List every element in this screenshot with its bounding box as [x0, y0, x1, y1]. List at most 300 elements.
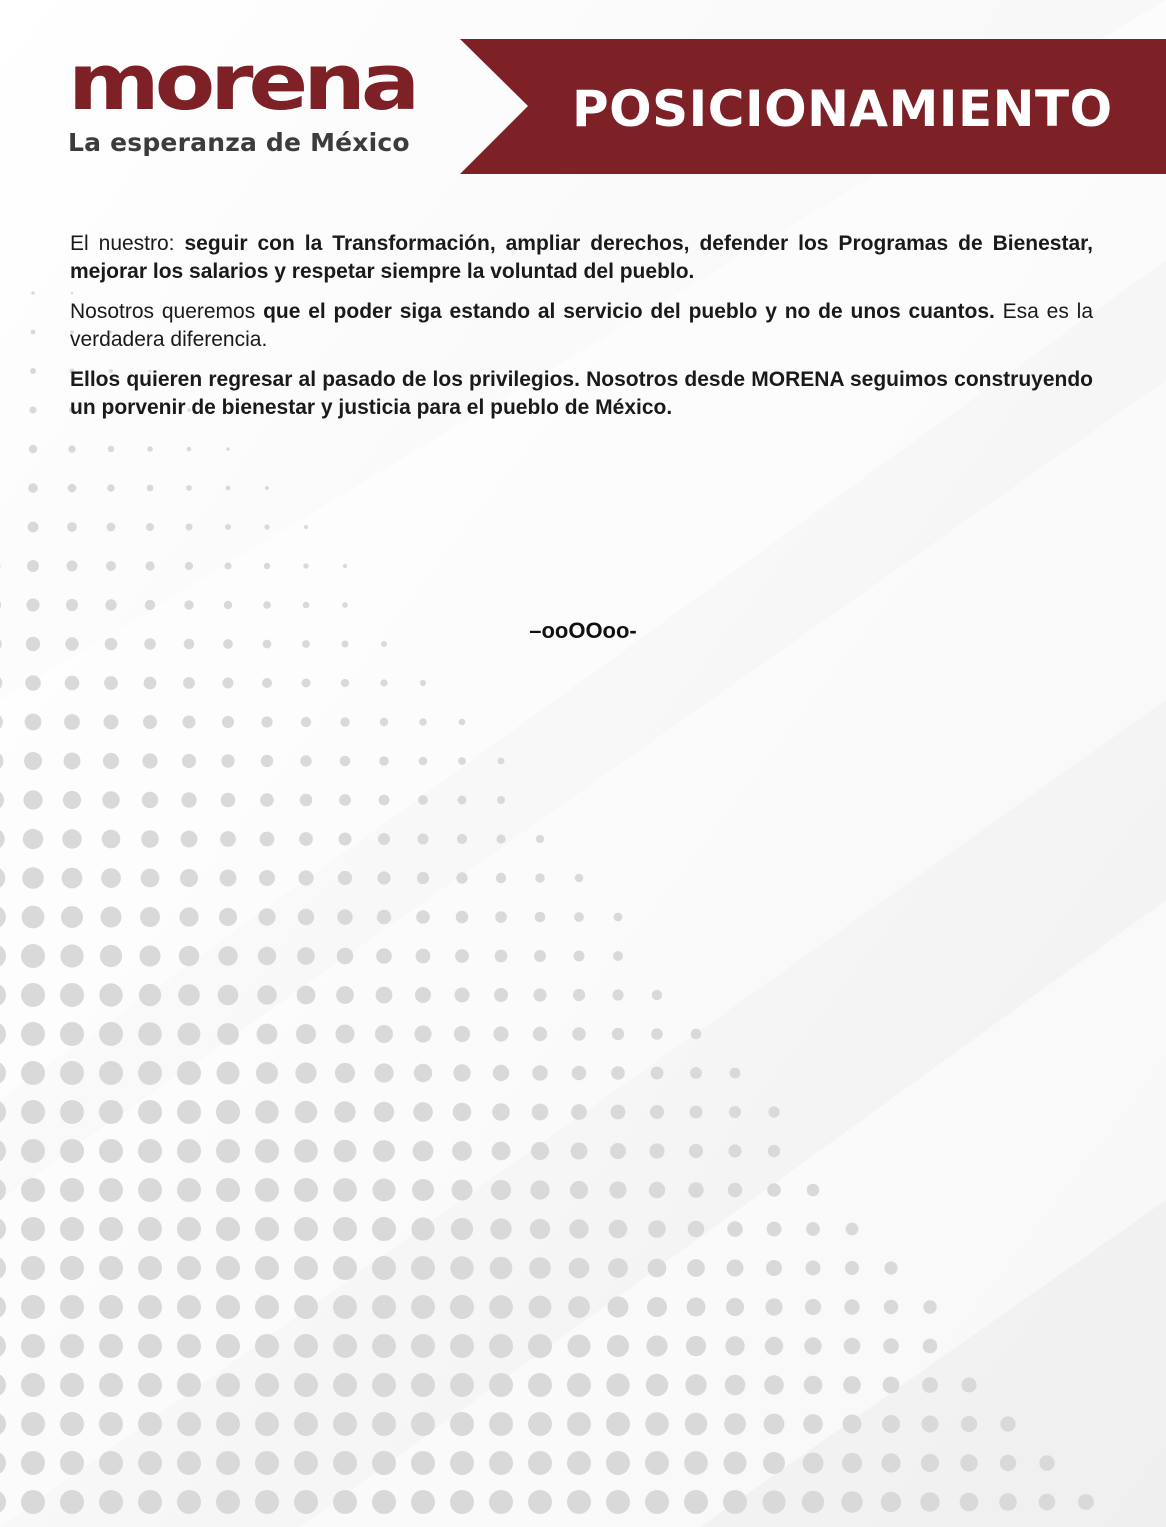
halftone-dot — [687, 1259, 705, 1277]
halftone-dot — [255, 1451, 279, 1475]
halftone-dot — [1039, 1494, 1056, 1511]
halftone-dot — [881, 1453, 900, 1472]
halftone-dot — [606, 1412, 630, 1436]
halftone-dot — [294, 1334, 318, 1358]
halftone-dot — [456, 911, 469, 924]
halftone-dot — [922, 1377, 938, 1393]
halftone-dot — [178, 984, 200, 1006]
halftone-dot — [457, 834, 467, 844]
halftone-dot — [216, 1490, 240, 1514]
halftone-dot — [882, 1415, 900, 1433]
halftone-dot — [567, 1451, 591, 1475]
halftone-dot — [105, 599, 116, 610]
halftone-dot — [453, 1103, 472, 1122]
halftone-dot — [257, 1024, 278, 1045]
halftone-dot — [333, 1451, 357, 1475]
document-body — [70, 230, 1093, 434]
halftone-dot — [226, 447, 230, 451]
halftone-dot — [138, 1217, 162, 1241]
halftone-dot — [920, 1492, 939, 1511]
halftone-dot — [177, 1412, 201, 1436]
halftone-dot — [60, 1256, 84, 1280]
halftone-dot — [333, 1178, 357, 1202]
halftone-dot — [1078, 1494, 1094, 1510]
halftone-dot — [495, 950, 508, 963]
halftone-dot — [99, 1178, 123, 1202]
halftone-dot — [378, 833, 390, 845]
halftone-dot — [411, 1334, 435, 1358]
halftone-dot — [650, 1105, 664, 1119]
halftone-dot — [533, 988, 546, 1001]
halftone-dot — [138, 1139, 162, 1163]
halftone-dot — [183, 677, 195, 689]
halftone-dot — [411, 1373, 435, 1397]
banner-title: POSICIONAMIENTO — [572, 80, 1113, 138]
p1-bold: seguir con la Transformación, ampliar derechos, defender los Programas de Bienestar, mejorar los salarios y respetar siempre la voluntad del pueblo. — [70, 232, 1093, 283]
halftone-dot — [99, 1022, 123, 1046]
halftone-dot — [764, 1375, 784, 1395]
halftone-dot — [258, 947, 276, 965]
halftone-dot — [255, 1490, 279, 1514]
halftone-dot — [141, 830, 159, 848]
halftone-dot — [226, 486, 231, 491]
halftone-dot — [727, 1221, 743, 1237]
halftone-dot — [528, 1412, 552, 1436]
halftone-dot — [67, 522, 77, 532]
halftone-dot — [846, 1223, 859, 1236]
halftone-dot — [295, 1062, 316, 1083]
halftone-dot — [1000, 1455, 1016, 1471]
p2-bold: que el poder siga estando al servicio del pueblo y no de unos cuantos. — [263, 300, 995, 323]
halftone-dot — [106, 561, 116, 571]
halftone-dot — [528, 1334, 552, 1358]
halftone-dot — [25, 675, 41, 691]
halftone-dot — [606, 1490, 630, 1514]
halftone-dot — [450, 1490, 474, 1514]
halftone-dot — [648, 1220, 666, 1238]
halftone-dot — [609, 1181, 626, 1198]
halftone-dot — [177, 1451, 201, 1475]
halftone-dot — [107, 484, 115, 492]
halftone-dot — [684, 1490, 708, 1514]
halftone-dot — [452, 1180, 473, 1201]
halftone-dot — [224, 562, 231, 569]
halftone-dot — [216, 1217, 240, 1241]
halftone-dot — [21, 1256, 45, 1280]
halftone-dot — [108, 446, 114, 452]
halftone-dot — [884, 1300, 898, 1314]
halftone-dot — [492, 1103, 510, 1121]
halftone-dot — [99, 1139, 123, 1163]
halftone-dot — [138, 1451, 162, 1475]
halftone-dot — [725, 1336, 744, 1355]
halftone-dot — [493, 1065, 509, 1081]
halftone-dot — [68, 445, 75, 452]
halftone-dot — [294, 1490, 318, 1514]
halftone-dot — [531, 1142, 549, 1160]
halftone-dot — [183, 716, 196, 729]
halftone-dot — [492, 1142, 511, 1161]
halftone-dot — [295, 1101, 317, 1123]
halftone-dot — [455, 988, 470, 1003]
halftone-dot — [767, 1222, 782, 1237]
halftone-dot — [450, 1295, 474, 1319]
p3-bold: Ellos quieren regresar al pasado de los privilegios. Nosotros desde MORENA seguimos construyendo un porvenir de bienestar y justicia para el pueblo de México. — [70, 368, 1093, 419]
halftone-dot — [99, 1334, 123, 1358]
halftone-dot — [375, 1025, 393, 1043]
morena-logo — [68, 36, 416, 157]
halftone-dot — [145, 561, 154, 570]
halftone-dot — [101, 907, 122, 928]
halftone-dot — [102, 830, 121, 849]
halftone-dot — [419, 757, 428, 766]
halftone-dot — [459, 719, 466, 726]
halftone-dot — [99, 1256, 123, 1280]
halftone-dot — [21, 1100, 45, 1124]
halftone-dot — [99, 1490, 123, 1514]
halftone-dot — [28, 522, 39, 533]
halftone-dot — [21, 1451, 45, 1475]
halftone-dot — [333, 1217, 357, 1241]
halftone-dot — [60, 1061, 84, 1085]
halftone-dot — [567, 1373, 591, 1397]
halftone-dot — [922, 1416, 939, 1433]
halftone-dot — [255, 1256, 279, 1280]
halftone-dot — [572, 1027, 585, 1040]
halftone-dot — [567, 1490, 591, 1514]
halftone-dot — [496, 873, 506, 883]
halftone-dot — [884, 1261, 897, 1274]
halftone-dot — [374, 1063, 393, 1082]
halftone-dot — [413, 1102, 433, 1122]
halftone-dot — [768, 1145, 780, 1157]
halftone-dot — [99, 1217, 123, 1241]
halftone-dot — [142, 753, 157, 768]
halftone-dot — [727, 1260, 744, 1277]
halftone-dot — [255, 1100, 278, 1123]
halftone-dot — [379, 795, 390, 806]
halftone-dot — [177, 1217, 201, 1241]
halftone-dot — [528, 1373, 552, 1397]
halftone-dot — [767, 1183, 781, 1197]
halftone-dot — [418, 834, 429, 845]
halftone-dot — [804, 1376, 823, 1395]
halftone-dot — [1039, 1455, 1054, 1470]
halftone-dot — [766, 1260, 782, 1276]
halftone-dot — [30, 368, 36, 374]
halftone-dot — [60, 1334, 84, 1358]
halftone-dot — [372, 1217, 396, 1241]
halftone-dot — [21, 1373, 45, 1397]
halftone-dot — [690, 1106, 703, 1119]
halftone-dot — [31, 291, 34, 294]
halftone-dot — [688, 1182, 703, 1197]
halftone-dot — [177, 1373, 201, 1397]
halftone-dot — [221, 793, 236, 808]
halftone-dot — [186, 524, 193, 531]
halftone-dot — [103, 753, 119, 769]
halftone-dot — [64, 753, 81, 770]
halftone-dot — [961, 1416, 977, 1432]
halftone-dot — [494, 988, 508, 1002]
halftone-dot — [220, 870, 237, 887]
halftone-dot — [182, 754, 196, 768]
halftone-dot — [725, 1375, 746, 1396]
halftone-dot — [416, 910, 430, 924]
halftone-dot — [373, 1179, 396, 1202]
halftone-dot — [883, 1338, 899, 1354]
halftone-dot — [101, 868, 121, 888]
halftone-dot — [372, 1451, 396, 1475]
paragraph-2 — [70, 298, 1093, 354]
halftone-dot — [452, 1141, 472, 1161]
halftone-dot — [140, 907, 160, 927]
halftone-dot — [336, 1025, 355, 1044]
halftone-dot — [185, 562, 193, 570]
halftone-dot — [60, 944, 83, 967]
halftone-dot — [255, 1178, 279, 1202]
halftone-dot — [225, 524, 231, 530]
halftone-dot — [301, 717, 311, 727]
halftone-dot — [294, 1178, 318, 1202]
halftone-dot — [294, 1412, 318, 1436]
halftone-dot — [218, 946, 237, 965]
halftone-dot — [342, 602, 348, 608]
halftone-dot — [606, 1373, 629, 1396]
halftone-dot — [99, 1412, 123, 1436]
halftone-dot — [451, 1218, 473, 1240]
halftone-dot — [138, 1022, 162, 1046]
halftone-dot — [145, 600, 155, 610]
halftone-dot — [489, 1412, 513, 1436]
halftone-dot — [414, 1025, 431, 1042]
halftone-dot — [374, 1102, 394, 1122]
halftone-dot — [60, 1412, 84, 1436]
halftone-dot — [107, 523, 116, 532]
halftone-dot — [147, 485, 154, 492]
halftone-dot — [102, 791, 119, 808]
halftone-dot — [138, 1490, 162, 1514]
halftone-dot — [341, 679, 349, 687]
halftone-dot — [29, 445, 37, 453]
halftone-dot — [532, 1104, 549, 1121]
halftone-dot — [177, 1061, 201, 1085]
halftone-dot — [60, 1139, 84, 1163]
halftone-dot — [806, 1261, 821, 1276]
halftone-dot — [804, 1337, 821, 1354]
halftone-dot — [687, 1298, 706, 1317]
halftone-dot — [294, 1451, 318, 1475]
halftone-dot — [23, 790, 42, 809]
halftone-dot — [842, 1453, 862, 1473]
halftone-dot — [64, 714, 80, 730]
halftone-dot — [529, 1296, 552, 1319]
halftone-dot — [685, 1413, 708, 1436]
halftone-dot — [255, 1295, 279, 1319]
halftone-dot — [960, 1454, 977, 1471]
halftone-dot — [646, 1374, 668, 1396]
halftone-dot — [184, 600, 193, 609]
p2-normal-b: Esa es la verdadera diferencia. — [70, 300, 1094, 351]
halftone-dot — [257, 985, 277, 1005]
halftone-dot — [60, 1100, 84, 1124]
halftone-dot — [255, 1373, 279, 1397]
halftone-dot — [962, 1378, 977, 1393]
halftone-dot — [574, 951, 585, 962]
halftone-dot — [498, 758, 505, 765]
halftone-dot — [881, 1492, 901, 1512]
halftone-dot — [21, 1178, 45, 1202]
halftone-dot — [138, 1100, 162, 1124]
halftone-dot — [336, 986, 354, 1004]
halftone-dot — [31, 330, 36, 335]
halftone-dot — [495, 911, 507, 923]
halftone-dot — [60, 1178, 84, 1202]
halftone-dot — [296, 1024, 316, 1044]
halftone-dot — [453, 1064, 470, 1081]
halftone-dot — [216, 1412, 240, 1436]
halftone-dot — [255, 1139, 279, 1163]
halftone-dot — [99, 1295, 123, 1319]
halftone-dot — [21, 944, 45, 968]
halftone-dot — [684, 1451, 708, 1475]
halftone-dot — [294, 1217, 318, 1241]
halftone-dot — [569, 1219, 588, 1238]
halftone-dot — [372, 1334, 396, 1358]
halftone-dot — [608, 1297, 629, 1318]
halftone-dot — [652, 990, 662, 1000]
halftone-dot — [138, 1334, 162, 1358]
p1-normal: El nuestro: — [70, 232, 185, 255]
halftone-dot — [338, 871, 352, 885]
halftone-dot — [221, 754, 234, 767]
halftone-dot — [923, 1300, 936, 1313]
halftone-dot — [490, 1218, 511, 1239]
halftone-dot — [61, 906, 83, 928]
halftone-dot — [259, 870, 275, 886]
halftone-dot — [260, 832, 275, 847]
halftone-dot — [612, 1028, 624, 1040]
halftone-dot — [302, 679, 311, 688]
closing-mark: –ooOOoo- — [529, 618, 637, 643]
halftone-dot — [489, 1295, 513, 1319]
halftone-dot — [648, 1259, 667, 1278]
halftone-dot — [568, 1296, 590, 1318]
halftone-dot — [489, 1334, 513, 1358]
halftone-dot — [99, 1100, 123, 1124]
halftone-dot — [138, 1373, 162, 1397]
halftone-dot — [575, 874, 584, 883]
halftone-dot — [765, 1337, 783, 1355]
halftone-dot — [26, 598, 39, 611]
halftone-dot — [27, 560, 39, 572]
halftone-dot — [607, 1335, 629, 1357]
halftone-dot — [343, 564, 347, 568]
halftone-dot — [651, 1028, 663, 1040]
halftone-dot — [297, 986, 316, 1005]
halftone-dot — [21, 1139, 45, 1163]
halftone-dot — [458, 757, 466, 765]
halftone-dot — [455, 949, 469, 963]
halftone-dot — [22, 906, 45, 929]
halftone-dot — [806, 1222, 820, 1236]
halftone-dot — [458, 796, 467, 805]
halftone-dot — [419, 718, 426, 725]
halftone-dot — [574, 912, 584, 922]
halftone-dot — [294, 1256, 318, 1280]
halftone-dot — [263, 601, 271, 609]
halftone-dot — [529, 1257, 551, 1279]
halftone-dot — [413, 1141, 434, 1162]
halftone-dot — [299, 832, 313, 846]
halftone-dot — [450, 1451, 474, 1475]
halftone-dot — [99, 983, 122, 1006]
halftone-dot — [960, 1493, 979, 1512]
halftone-dot — [177, 1334, 201, 1358]
halftone-dot — [340, 756, 351, 767]
halftone-dot — [63, 791, 81, 809]
halftone-dot — [22, 867, 44, 889]
halftone-dot — [60, 1490, 84, 1514]
halftone-dot — [372, 1295, 396, 1319]
halftone-dot — [146, 523, 154, 531]
halftone-dot — [372, 1256, 396, 1280]
halftone-dot — [686, 1336, 706, 1356]
halftone-dot — [803, 1453, 824, 1474]
halftone-dot — [923, 1339, 938, 1354]
halftone-dot — [450, 1412, 474, 1436]
halftone-dot — [845, 1261, 859, 1275]
halftone-dot — [573, 989, 585, 1001]
halftone-dot — [142, 792, 158, 808]
halftone-dot — [261, 716, 272, 727]
halftone-dot — [489, 1373, 513, 1397]
halftone-dot — [186, 485, 192, 491]
halftone-dot — [376, 987, 393, 1004]
halftone-dot — [613, 951, 623, 961]
halftone-dot — [568, 1335, 591, 1358]
halftone-dot — [99, 1451, 123, 1475]
halftone-dot — [179, 946, 199, 966]
halftone-dot — [689, 1144, 703, 1158]
halftone-dot — [691, 1029, 702, 1040]
logo-wordmark: morena — [68, 36, 416, 128]
halftone-dot — [62, 868, 83, 889]
halftone-dot — [216, 1256, 240, 1280]
halftone-dot — [334, 1140, 357, 1163]
halftone-dot — [138, 1412, 162, 1436]
halftone-dot — [138, 1178, 162, 1202]
halftone-dot — [763, 1452, 785, 1474]
halftone-dot — [21, 1295, 45, 1319]
halftone-dot — [177, 1295, 201, 1319]
halftone-dot — [416, 949, 431, 964]
halftone-dot — [728, 1183, 742, 1197]
halftone-dot — [841, 1491, 862, 1512]
halftone-dot — [420, 680, 426, 686]
halftone-dot — [415, 987, 431, 1003]
halftone-dot — [534, 950, 546, 962]
halftone-dot — [217, 1062, 240, 1085]
halftone-dot — [532, 1065, 548, 1081]
halftone-dot — [608, 1258, 628, 1278]
halftone-dot — [803, 1414, 823, 1434]
halftone-dot — [23, 829, 43, 849]
halftone-dot — [570, 1181, 588, 1199]
halftone-dot — [264, 563, 270, 569]
halftone-dot — [334, 1101, 355, 1122]
halftone-dot — [645, 1451, 669, 1475]
